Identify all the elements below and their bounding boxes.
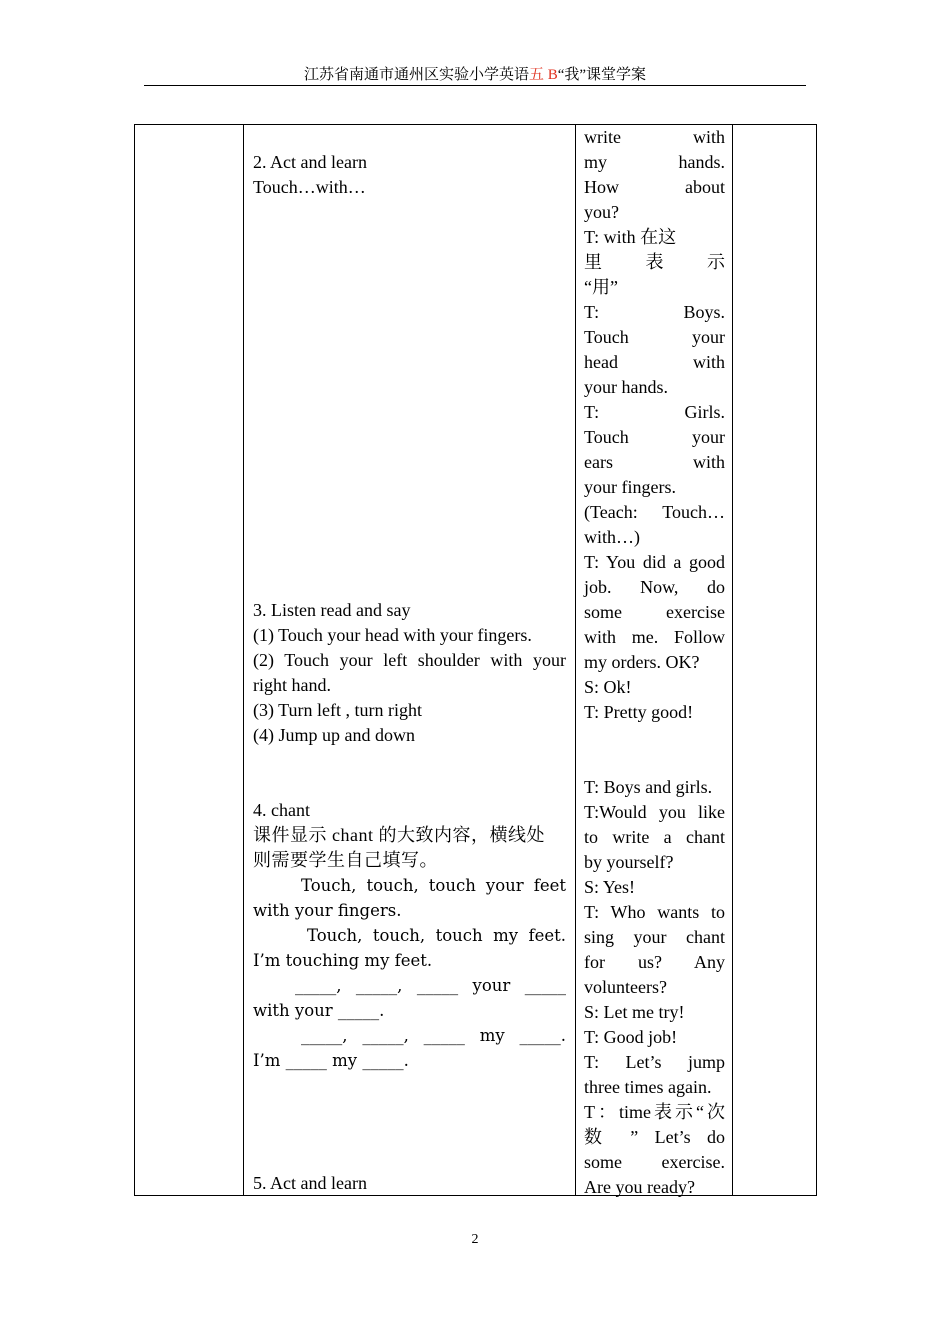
header-rule [144,85,806,86]
dialogue-line: three times again. [584,1077,712,1097]
dialogue-line: T: Girls. [584,402,725,422]
dialogue-line: head with [584,352,725,372]
chant-line: I’m touching my feet. [253,951,433,970]
dialogue-line: my orders. OK? [584,652,700,672]
dialogue-line: Touch your [584,327,725,347]
dialogue-line: S: Ok! [584,677,632,697]
dialogue-line: to write a chant [584,827,725,847]
page-header [144,64,806,86]
dialogue-line: T: Who wants to [584,902,725,922]
section-title: 4. chant [253,800,310,820]
dialogue-line: Are you ready? [584,1177,695,1197]
chant-blank-line: with your _____. [253,1001,385,1020]
chant-line: with your fingers. [253,901,402,920]
dialogue-line: job. Now, do [584,577,725,597]
dialogue-line: (Teach: Touch… [584,502,725,522]
dialogue-line: for us? Any [584,952,725,972]
chant-line: Touch, touch, touch my feet. [307,926,566,945]
dialogue-line: with…) [584,527,640,547]
page-number: 2 [471,1232,479,1247]
dialogue-line: some exercise. [584,1152,725,1172]
activity-column [244,125,575,1195]
list-item: (1) Touch your head with your fingers. [253,625,532,645]
chant-line: Touch, touch, touch your feet [301,876,566,895]
dialogue-line: T: Let’s jump [584,1052,725,1072]
dialogue-line: “用” [584,277,618,297]
header-title-prefix: 江苏省南通市通州区实验小学英语 [303,67,529,83]
dialogue-line: Touch your [584,427,725,447]
dialogue-line: T：time表示“次 [584,1102,725,1122]
dialogue-line: S: Let me try! [584,1002,685,1022]
section-title: 3. Listen read and say [253,600,411,620]
dialogue-line: by yourself? [584,852,674,872]
header-title-suffix: “我”课堂学案 [557,67,647,83]
teacher-student-dialogue-column [576,125,733,1195]
dialogue-line: ears with [584,452,725,472]
dialogue-line: T: Boys and girls. [584,777,713,797]
dialogue-line: sing your chant [584,927,725,947]
list-item: right hand. [253,675,331,695]
dialogue-line: How about [584,177,725,197]
dialogue-line: T: Good job! [584,1027,678,1047]
dialogue-line: write with [584,127,725,147]
dialogue-line: T: Boys. [584,302,725,322]
sentence-pattern: Touch…with… [253,177,366,197]
chant-blank-line: _____, _____, _____ your _____ [295,976,566,995]
dialogue-line: T:Would you like [584,802,725,822]
header-title-grade: 五 B [528,67,558,83]
dialogue-line: you? [584,202,619,222]
dialogue-line: some exercise [584,602,725,622]
section-title: 5. Act and learn [253,1173,367,1193]
dialogue-line: volunteers? [584,977,667,997]
dialogue-line: T: Pretty good! [584,702,694,722]
section-title: 2. Act and learn [253,152,367,172]
dialogue-line: my hands. [584,152,725,172]
dialogue-line: your fingers. [584,477,676,497]
chant-note: 则需要学生自己填写。 [253,850,438,870]
dialogue-line: your hands. [584,377,668,397]
dialogue-line: S: Yes! [584,877,636,897]
chant-blank-line: I’m _____ my _____. [253,1051,409,1070]
list-item: (3) Turn left , turn right [253,700,422,720]
dialogue-line: 里 表 示 [584,252,725,272]
dialogue-line: T: You did a good [584,552,725,572]
dialogue-line: T: with 在这 [584,227,677,247]
chant-blank-line: _____, _____, _____ my _____. [301,1026,566,1045]
list-item: (4) Jump up and down [253,725,415,745]
chant-note: 课件显示 chant 的大致内容，横线处 [253,825,545,845]
lesson-table [134,124,817,1196]
dialogue-line: 数 ” Let’s do [584,1127,725,1147]
list-item: (2) Touch your left shoulder with your [253,650,566,670]
dialogue-line: with me. Follow [584,627,725,647]
